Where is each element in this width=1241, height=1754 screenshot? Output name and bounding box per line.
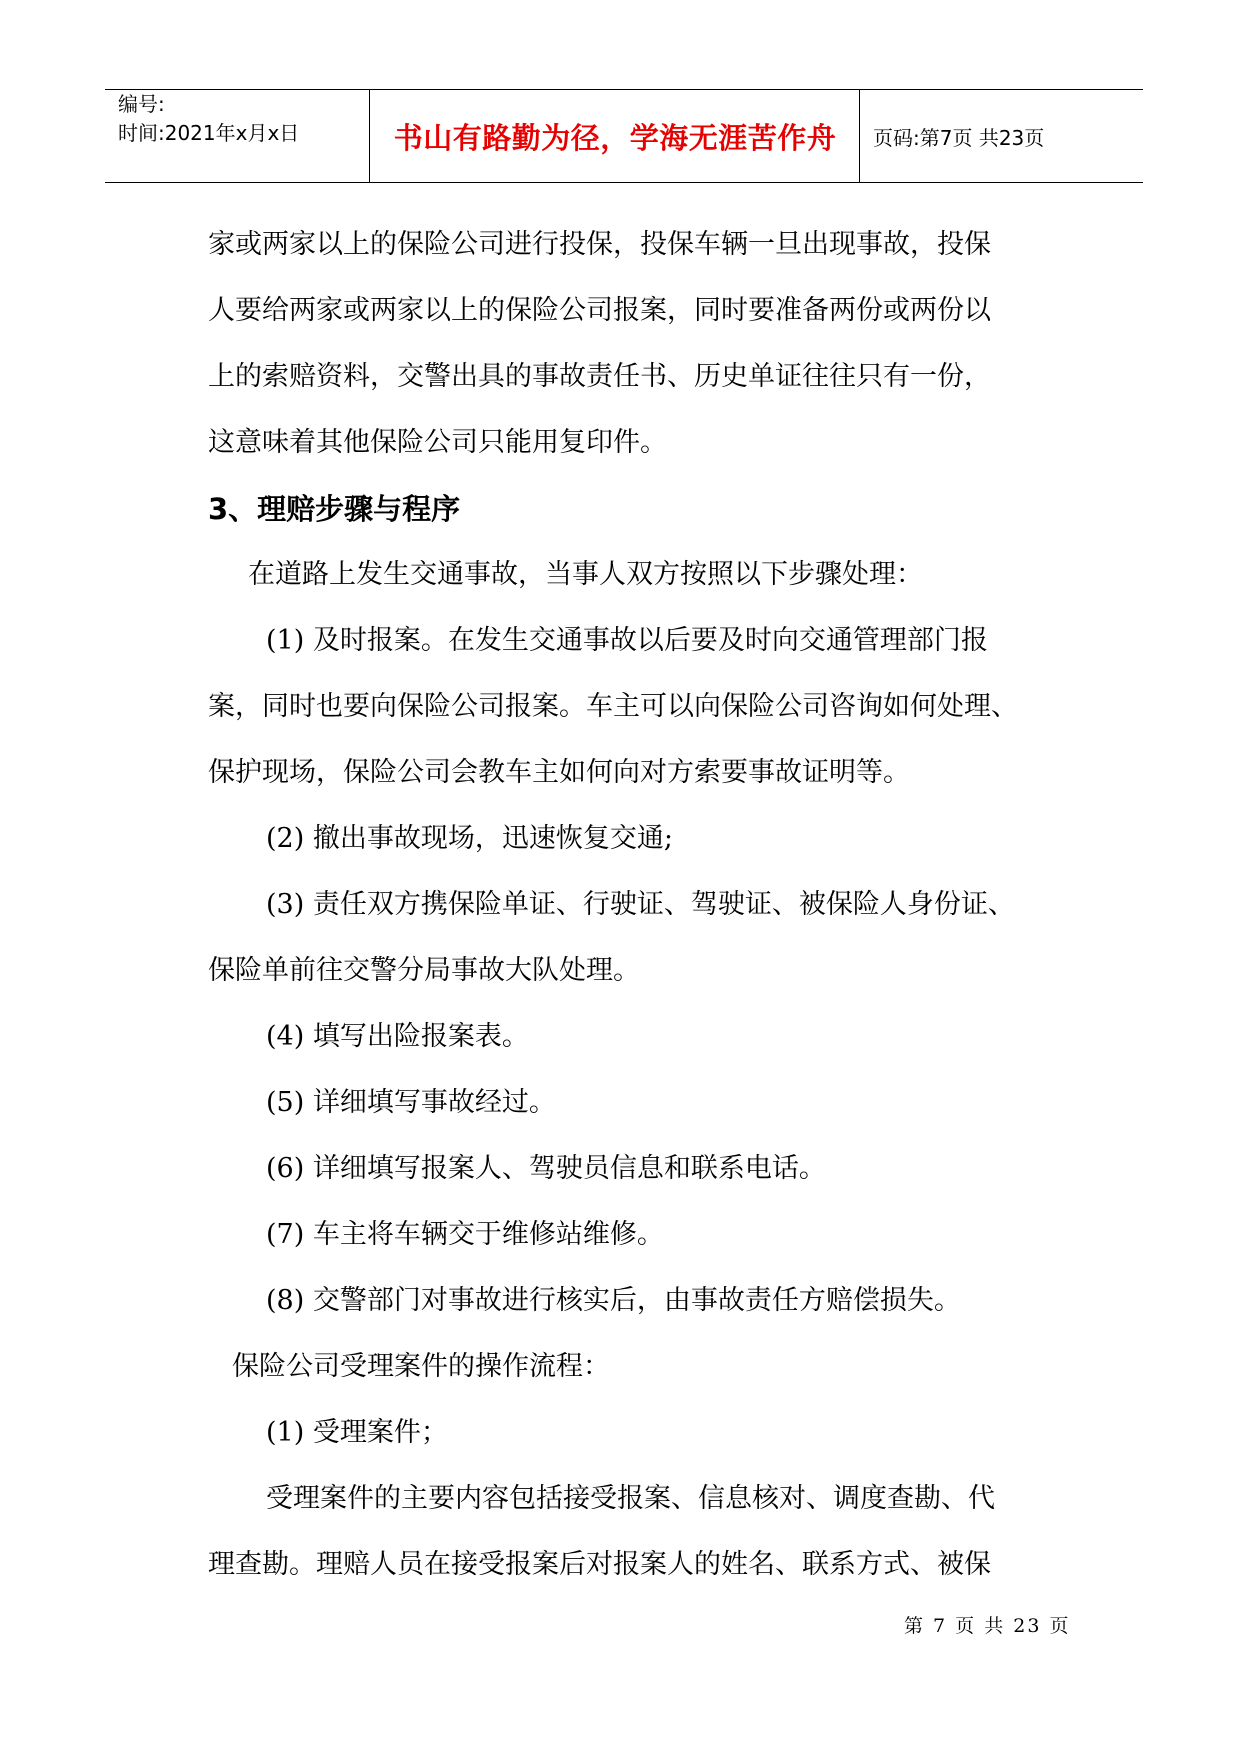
paragraph-line: 家或两家以上的保险公司进行投保，投保车辆一旦出现事故，投保: [208, 229, 991, 260]
page-footer: 第 7 页 共 23 页: [904, 1615, 1071, 1637]
document-body: [208, 212, 1083, 1598]
paragraph-line: 上的索赔资料，交警出具的事故责任书、历史单证往往只有一份，: [208, 361, 991, 392]
step-7: (7) 车主将车辆交于维修站维修。: [266, 1219, 664, 1250]
paragraph-line: 人要给两家或两家以上的保险公司报案，同时要准备两份或两份以: [208, 295, 991, 326]
company-flow-intro: 保险公司受理案件的操作流程：: [232, 1351, 610, 1382]
header-divider: [369, 90, 370, 182]
page-header: [105, 89, 1143, 183]
step-8: (8) 交警部门对事故进行核实后，由事故责任方赔偿损失。: [266, 1285, 961, 1316]
step-3-line: 保险单前往交警分局事故大队处理。: [208, 955, 640, 986]
step-3-line: (3) 责任双方携保险单证、行驶证、驾驶证、被保险人身份证、: [266, 889, 1015, 920]
date-label: 时间:2021年x月x日: [118, 121, 300, 145]
header-page-number: 页码:第7页 共23页: [873, 125, 1045, 150]
step-1-line: (1) 及时报案。在发生交通事故以后要及时向交通管理部门报: [266, 625, 988, 656]
flow-step-1-desc: 受理案件的主要内容包括接受报案、信息核对、调度查勘、代: [266, 1483, 995, 1514]
step-6: (6) 详细填写报案人、驾驶员信息和联系电话。: [266, 1153, 826, 1184]
intro-paragraph: 在道路上发生交通事故，当事人双方按照以下步骤处理：: [248, 559, 923, 590]
flow-step-1-desc: 理查勘。理赔人员在接受报案后对报案人的姓名、联系方式、被保: [208, 1549, 991, 1580]
flow-step-1: (1) 受理案件；: [266, 1417, 448, 1448]
serial-number-label: 编号:: [118, 92, 165, 116]
step-4: (4) 填写出险报案表。: [266, 1021, 529, 1052]
step-5: (5) 详细填写事故经过。: [266, 1087, 556, 1118]
section-heading: 3、理赔步骤与程序: [208, 492, 461, 526]
header-motto: 书山有路勤为径，学海无涯苦作舟: [393, 120, 837, 155]
paragraph-line: 这意味着其他保险公司只能用复印件。: [208, 427, 667, 458]
step-2: (2) 撤出事故现场，迅速恢复交通;: [266, 823, 673, 854]
step-1-line: 保护现场，保险公司会教车主如何向对方索要事故证明等。: [208, 757, 910, 788]
step-1-line: 案，同时也要向保险公司报案。车主可以向保险公司咨询如何处理、: [208, 691, 1018, 722]
header-divider: [859, 90, 860, 182]
